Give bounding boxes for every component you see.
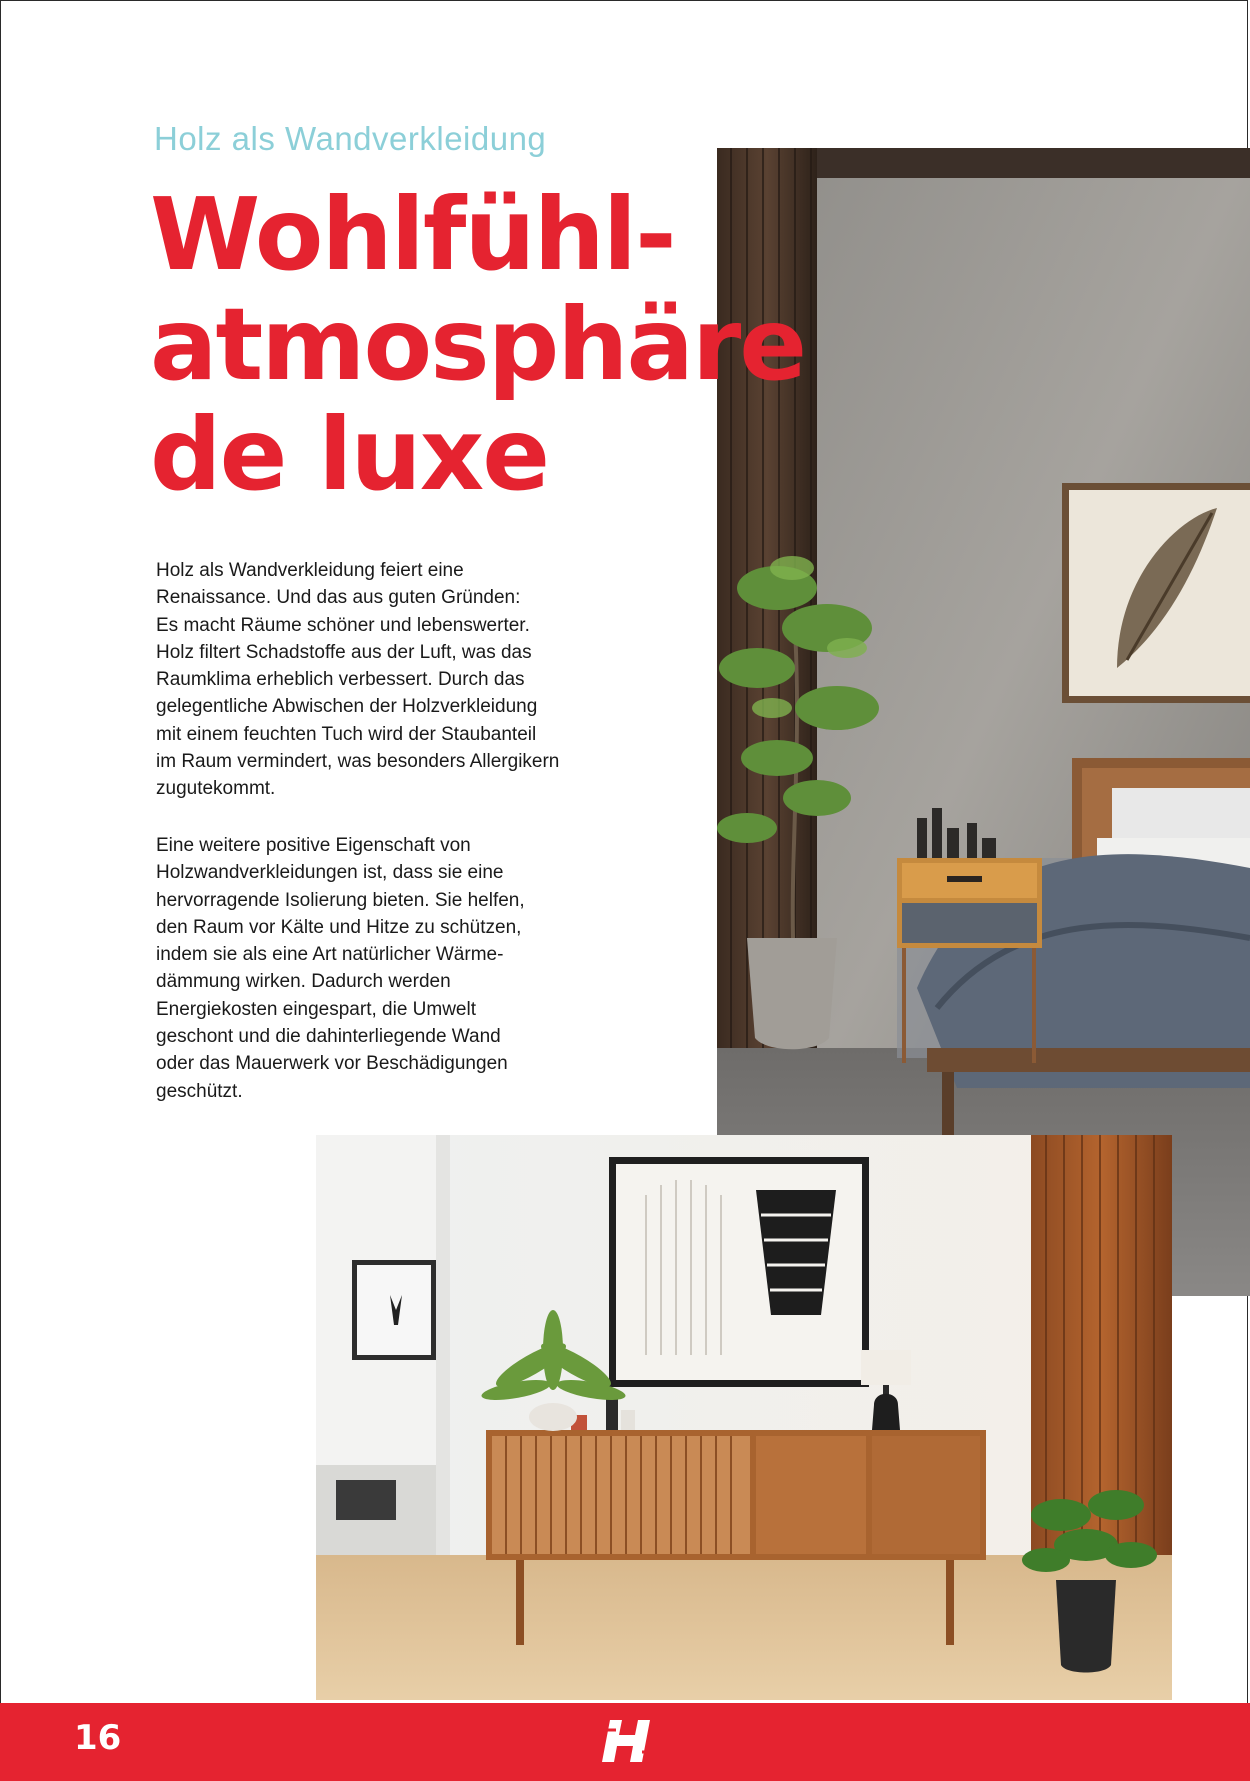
headline-line-2: atmosphäre: [150, 286, 806, 403]
headline-line-1: Wohlfühl-: [150, 176, 675, 293]
body-line: Holz filtert Schadstoffe aus der Luft, was das: [156, 641, 532, 663]
body-line: Holzwandverkleidungen ist, dass sie eine: [156, 862, 504, 884]
h-brand-logo-icon: [600, 1718, 656, 1764]
page-number: 16: [74, 1718, 122, 1758]
body-line: im Raum vermindert, was besonders Allergikern: [156, 751, 560, 773]
body-line: zugutekommt.: [156, 778, 276, 800]
body-line: Holz als Wandverkleidung feiert eine: [156, 560, 464, 581]
body-line: Energiekosten eingespart, die Umwelt: [156, 998, 477, 1020]
body-line: gelegentliche Abwischen der Holzverkleidung: [156, 696, 538, 718]
body-line: indem sie als eine Art natürlicher Wärme-: [156, 944, 504, 966]
section-kicker: Holz als Wandverkleidung: [154, 120, 547, 157]
body-line: geschützt.: [156, 1080, 243, 1102]
body-line: dämmung wirken. Dadurch werden: [156, 971, 451, 993]
headline: [150, 176, 850, 513]
body-line: Renaissance. Und das aus guten Gründen:: [156, 587, 521, 609]
body-line: mit einem feuchten Tuch wird der Staubanteil: [156, 723, 537, 745]
body-line: hervorragende Isolierung bieten. Sie helfen,: [156, 889, 525, 911]
body-line: Es macht Räume schöner und lebenswerter.: [156, 614, 530, 636]
living-room-photo: [316, 1135, 1172, 1700]
body-line: Raumklima erheblich verbessert. Durch das: [156, 669, 525, 691]
headline-line-3: de luxe: [150, 396, 549, 513]
body-line: den Raum vor Kälte und Hitze zu schützen,: [156, 916, 522, 938]
body-line: geschont und die dahinterliegende Wand: [156, 1026, 501, 1048]
body-line: oder das Mauerwerk vor Beschädigungen: [156, 1053, 508, 1075]
body-paragraph-2: [156, 832, 606, 1105]
body-paragraph-1: [156, 557, 606, 803]
body-line: Eine weitere positive Eigenschaft von: [156, 835, 471, 856]
